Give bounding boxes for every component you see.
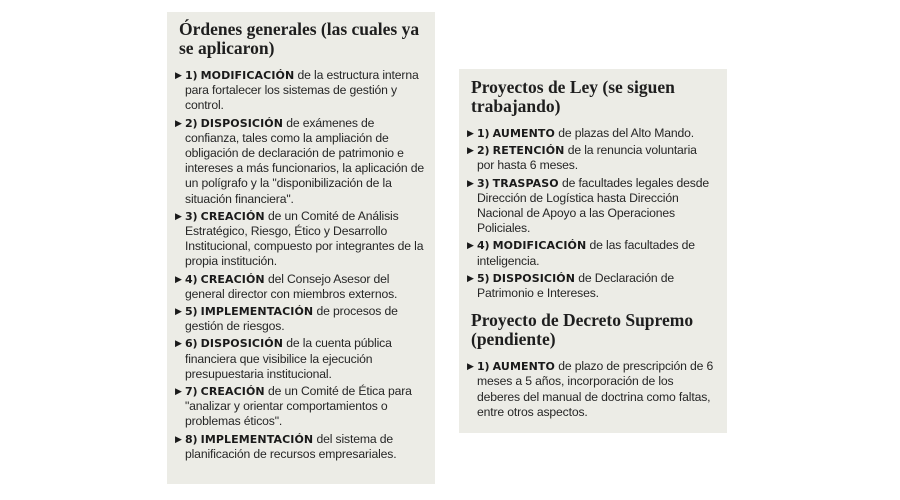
item-keyword: IMPLEMENTACIÓN [200, 432, 314, 446]
triangle-right-icon: ▶ [467, 240, 474, 251]
item-number: 4) [185, 272, 198, 286]
item-text [185, 272, 427, 302]
triangle-right-icon: ▶ [175, 433, 182, 444]
list-item [175, 336, 427, 382]
item-keyword: AUMENTO [492, 360, 555, 374]
item-keyword: CREACIÓN [200, 209, 265, 223]
triangle-right-icon: ▶ [175, 338, 182, 349]
item-description: de procesos de gestión de riesgos. [185, 304, 398, 334]
triangle-right-icon: ▶ [467, 128, 474, 138]
item-number: 3) [185, 209, 198, 223]
item-number: 2) [185, 116, 198, 130]
item-keyword: CREACIÓN [200, 385, 265, 399]
list-item [467, 143, 717, 173]
item-text [185, 432, 427, 462]
item-number: 5) [477, 271, 490, 285]
item-text [185, 336, 427, 382]
orders-panel [167, 12, 435, 484]
item-description: de facultades legales desde Dirección de Logística hasta Dirección Nacional de Apoyo a las Operaciones Policiales. [477, 175, 710, 236]
list-item [175, 432, 427, 462]
item-description: de la cuenta pública financiera que visibilice la ejecución presupuestaria institucional. [185, 336, 392, 381]
item-description: de plazo de prescripción de 6 meses a 5 años, incorporación de los deberes del manual de doctrina como faltas, entre otros aspectos. [477, 359, 714, 419]
triangle-right-icon: ▶ [175, 306, 182, 317]
list-item [467, 176, 717, 237]
list-item [467, 271, 717, 301]
item-keyword: TRASPASO [492, 176, 559, 190]
item-keyword: AUMENTO [492, 127, 555, 140]
item-number: 1) [477, 127, 490, 140]
item-description: de Declaración de Patrimonio e Intereses. [477, 270, 674, 301]
bills-list [467, 126, 717, 301]
item-text [185, 116, 427, 207]
item-number: 7) [185, 385, 198, 399]
list-item [175, 304, 427, 334]
item-text [477, 126, 717, 141]
item-number: 5) [185, 305, 198, 319]
triangle-right-icon: ▶ [467, 177, 474, 188]
list-item [175, 209, 427, 270]
projects-panel [459, 69, 727, 433]
list-item [467, 238, 717, 268]
triangle-right-icon: ▶ [467, 272, 474, 283]
item-number: 6) [185, 337, 198, 351]
decree-heading: Proyecto de Decreto Supremo (pendiente) [471, 310, 694, 350]
item-description: de la renuncia voluntaria por hasta 6 meses. [477, 143, 697, 173]
orders-heading: Órdenes generales (las cuales ya se aplicaron) [179, 19, 420, 58]
item-text [185, 304, 427, 334]
item-text [477, 238, 717, 268]
item-keyword: DISPOSICIÓN [200, 116, 284, 130]
item-keyword: MODIFICACIÓN [200, 69, 295, 82]
item-text [477, 359, 717, 420]
triangle-right-icon: ▶ [467, 361, 474, 372]
item-number: 3) [477, 176, 490, 190]
orders-list [175, 68, 427, 462]
list-item [175, 384, 427, 430]
list-item [175, 272, 427, 302]
item-number: 4) [477, 239, 490, 253]
item-description: del Consejo Asesor del general director con miembros externos. [185, 271, 398, 301]
item-text [185, 209, 427, 270]
item-number: 1) [477, 360, 490, 374]
triangle-right-icon: ▶ [175, 386, 182, 397]
item-description: de plazas del Alto Mando. [558, 126, 695, 140]
item-description: de un Comité de Análisis Estratégico, Riesgo, Ético y Desarrollo Institucional, compuesto por integrantes de la propia institución. [185, 208, 424, 269]
triangle-right-icon: ▶ [175, 210, 182, 221]
item-text [477, 143, 717, 173]
item-number: 1) [185, 69, 198, 82]
item-keyword: DISPOSICIÓN [200, 337, 284, 351]
item-keyword: RETENCIÓN [492, 144, 565, 158]
item-keyword: DISPOSICIÓN [492, 271, 576, 285]
decree-list [467, 359, 717, 420]
item-keyword: CREACIÓN [200, 272, 265, 286]
item-description: de un Comité de Ética para "analizar y orientar comportamientos o problemas éticos". [185, 384, 412, 429]
triangle-right-icon: ▶ [175, 273, 182, 284]
item-text [477, 271, 717, 301]
item-keyword: MODIFICACIÓN [492, 239, 587, 253]
item-description: del sistema de planificación de recursos empresariales. [185, 431, 397, 461]
bills-heading: Proyectos de Ley (se siguen trabajando) [471, 77, 675, 116]
item-text [477, 176, 717, 237]
item-description: de las facultades de inteligencia. [477, 238, 695, 268]
item-text [185, 68, 427, 114]
item-description: de la estructura interna para fortalecer los sistemas de gestión y control. [185, 68, 419, 113]
item-number: 2) [477, 144, 490, 158]
triangle-right-icon: ▶ [175, 117, 182, 128]
item-description: de exámenes de confianza, tales como la ampliación de obligación de declaración de patrimonio e intereses a más funcionarios, la aplicación de un polígrafo y la "disponibilización de la situación financiera". [185, 115, 425, 206]
list-item [467, 126, 717, 141]
item-number: 8) [185, 432, 198, 446]
item-keyword: IMPLEMENTACIÓN [200, 305, 314, 319]
list-item [467, 359, 717, 420]
triangle-right-icon: ▶ [175, 70, 182, 80]
triangle-right-icon: ▶ [467, 145, 474, 156]
item-text [185, 384, 427, 430]
list-item [175, 116, 427, 207]
list-item [175, 68, 427, 114]
